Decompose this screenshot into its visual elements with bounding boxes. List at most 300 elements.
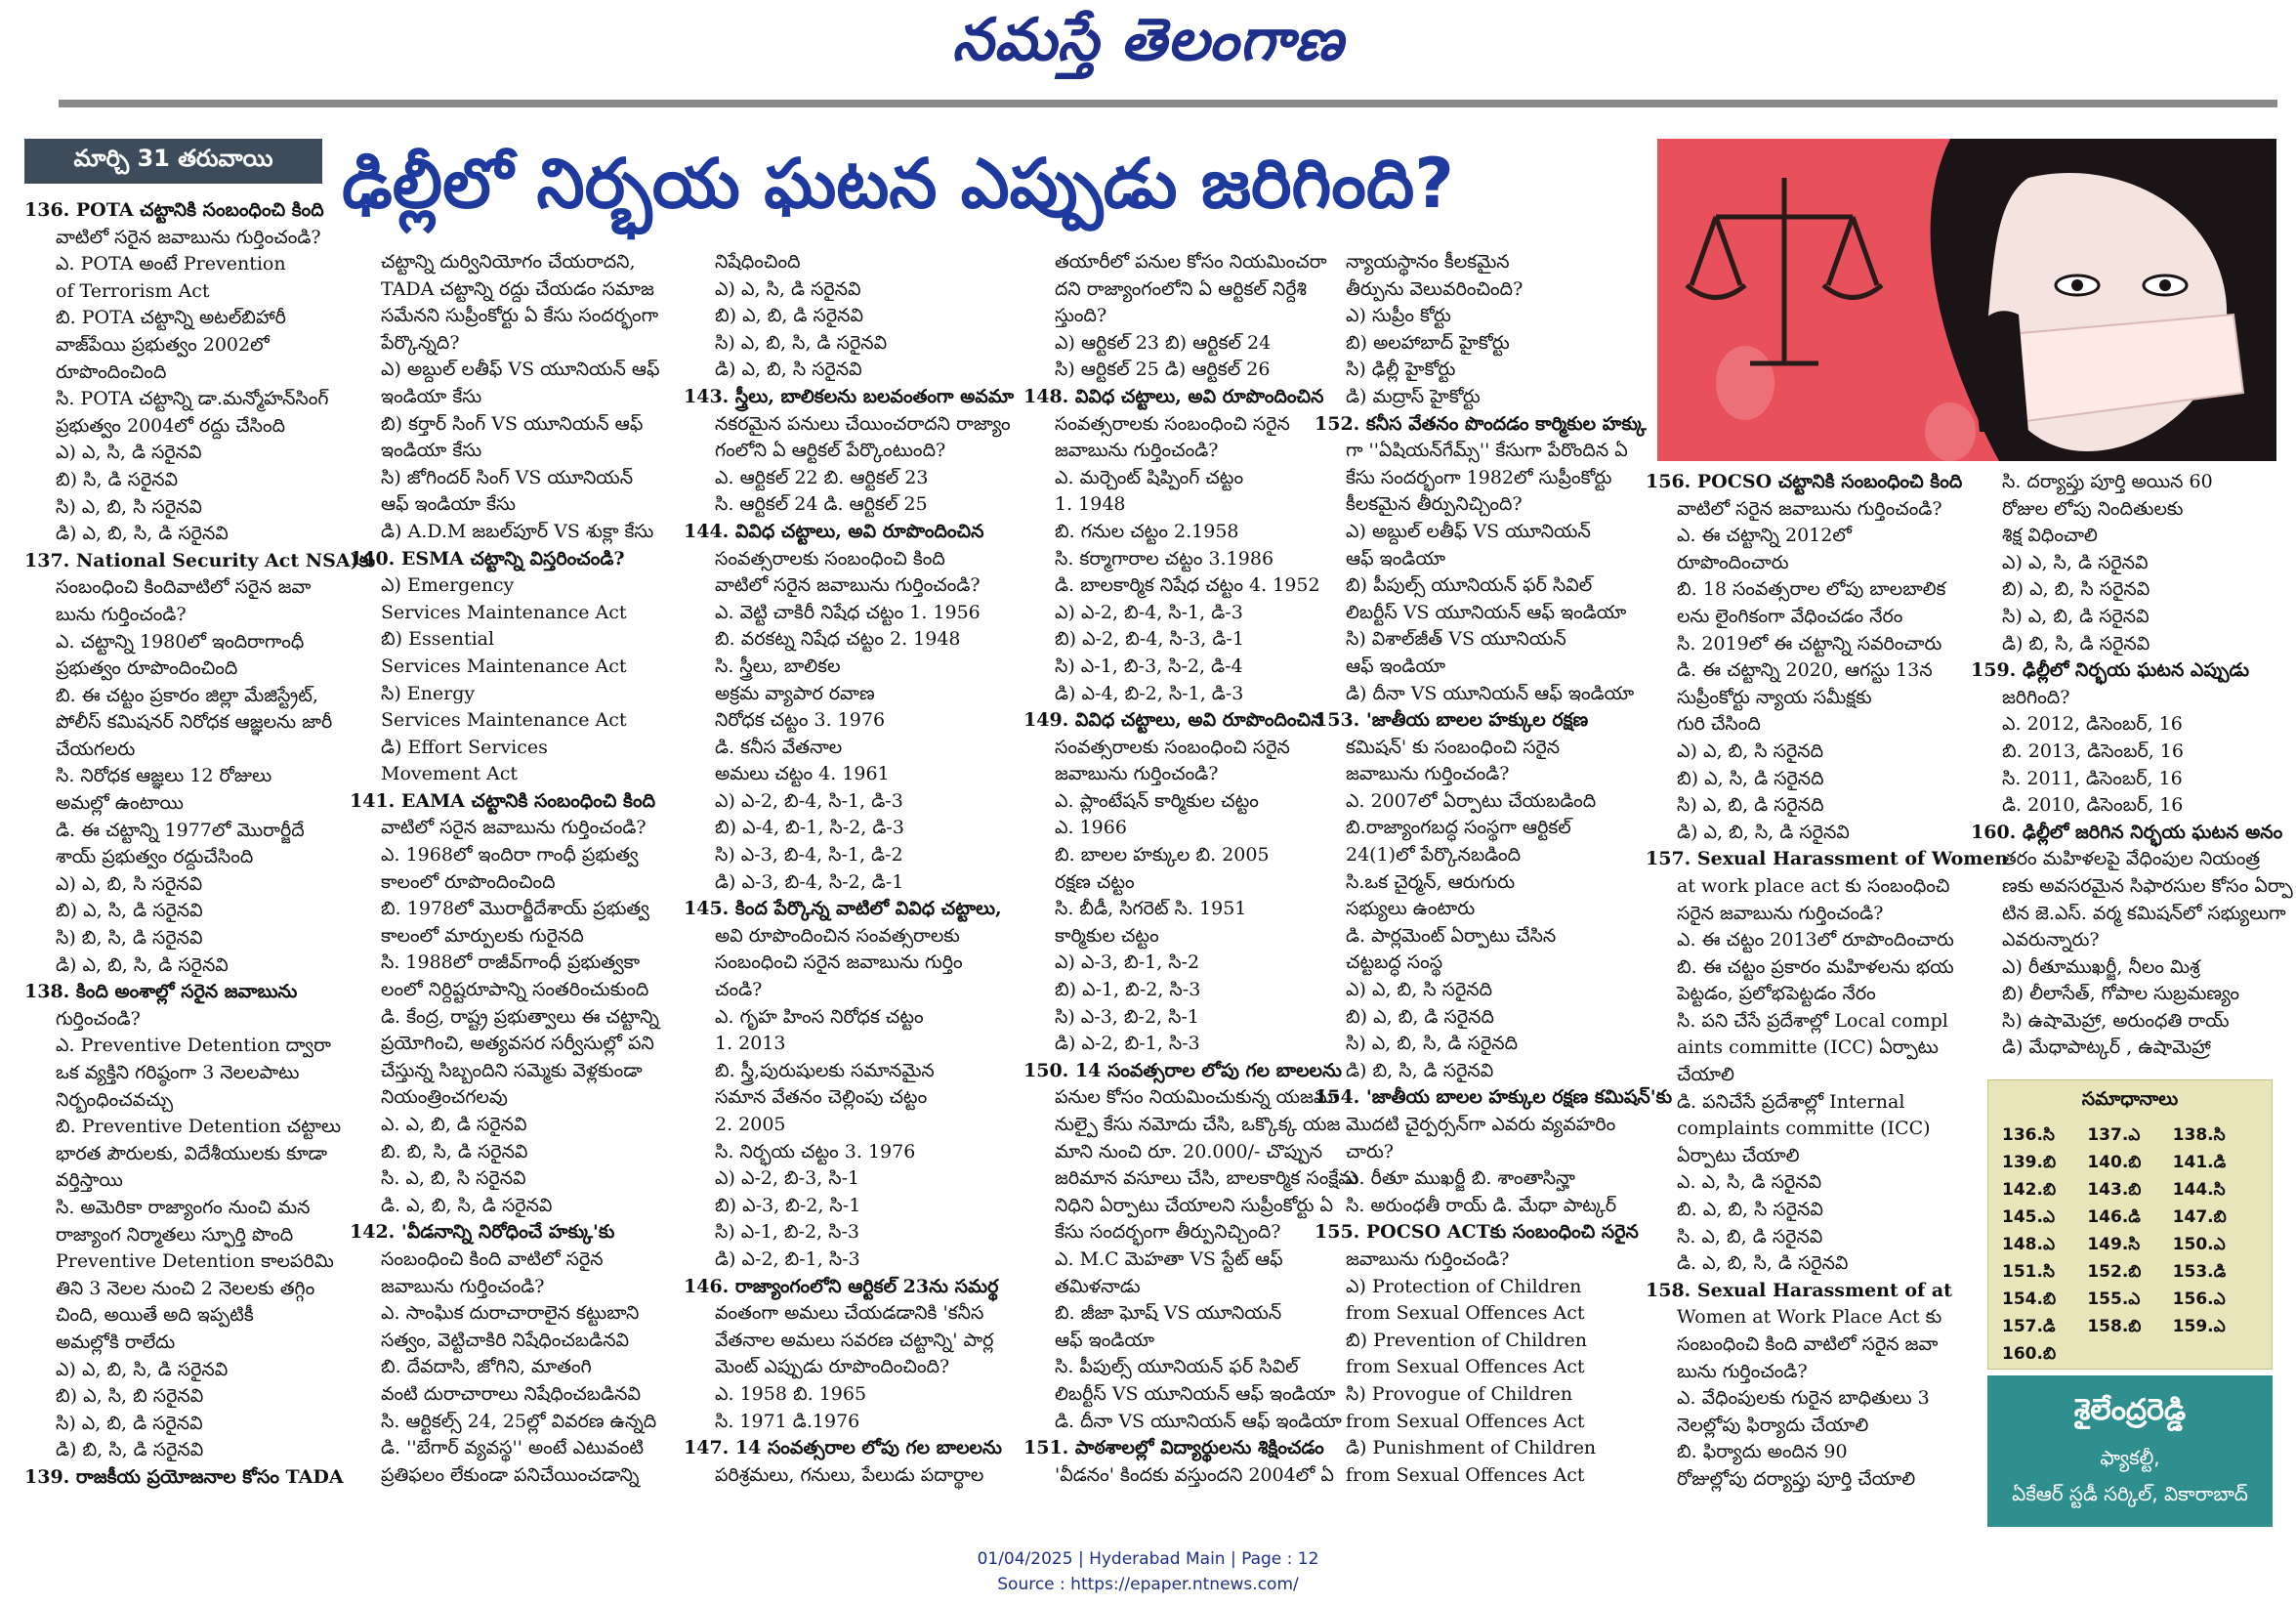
option-line: డి. కనీస వేతనాల: [715, 736, 843, 758]
text-line: జవాబును గుర్తించండి?: [1055, 763, 1219, 785]
option-line: బి) Prevention of Children: [1346, 1329, 1588, 1351]
text-line: తీర్పును వెలువరించింది?: [1346, 277, 1524, 300]
section-tag: మార్చి 31 తరువాయి: [24, 139, 322, 184]
answer-item: 154.బి: [2002, 1289, 2057, 1309]
text-line: తిని 3 నెలల నుంచి 2 నెలలకు తగ్గిం: [56, 1277, 315, 1299]
option-line: బి) లీలాసేత్, గోపాల సుబ్రమణ్యం: [2002, 983, 2240, 1005]
option-line: బి) Essential: [381, 628, 495, 651]
question-line: 147. 14 సంవత్సరాల లోపు గల బాలలను: [684, 1437, 1002, 1459]
option-line: బి) ఎ-2, బి-4, సి-3, డి-1: [1055, 628, 1244, 651]
question-line: 142. 'వీడనాన్ని నిరోధించే హక్కు'కు: [350, 1221, 615, 1244]
text-line: టిన జె.ఎస్. వర్మ కమిషన్‌లో సభ్యులుగా: [2002, 902, 2286, 924]
option-line: డి. కేంద్ర, రాష్ట్ర ప్రభుత్వాలు ఈ చట్టాన్ని: [381, 1005, 659, 1028]
text-line: రోజుల లోపు నిందితులకు: [2002, 497, 2184, 520]
question-line: 152. కనీస వేతనం పొందడం కార్మికుల హక్కు: [1315, 412, 1647, 435]
option-line: సి. 1988లో రాజీవ్‌గాంధీ ప్రభుత్వకా: [381, 951, 641, 974]
text-line: మొదటి చైర్పర్సన్‌గా ఎవరు వ్యవహరిం: [1346, 1114, 1616, 1135]
option-line: బి. Preventive Detention చట్టాలు: [56, 1116, 342, 1138]
option-line: ఎ) ఎ, బి, సి సరైనది: [1677, 740, 1824, 762]
footer-edition: 01/04/2025 | Hyderabad Main | Page : 12: [977, 1549, 1319, 1569]
text-line: of Terrorism Act: [56, 279, 210, 302]
text-line: నెలల్లోపు ఫిర్యాదు చేయాలి: [1677, 1414, 1869, 1436]
text-line: సమేనని సుప్రీంకోర్టు ఏ కేసు సందర్భంగా: [381, 305, 659, 327]
option-line: బి. దేవదాసి, జోగిని, మాతంగి: [381, 1356, 592, 1378]
option-line: ఎ. సాంఘిక దురాచారాలైన కట్టుబాని: [381, 1302, 640, 1325]
question-line: 145. కింద పేర్కొన్న వాటిలో వివిధ చట్టాలు,: [684, 898, 1002, 920]
text-line: సంబంధించి కిందివాటిలో సరైన జవా: [56, 576, 312, 599]
option-line: ఎ. 2007లో ఏర్పాటు చేయబడింది: [1346, 789, 1597, 812]
answer-item: 157.డి: [2002, 1317, 2056, 1336]
option-line: బి. ఫిర్యాదు అందిన 90: [1677, 1441, 1848, 1463]
option-line: సి) జోగిందర్ సింగ్ VS యూనియన్: [381, 466, 634, 488]
option-line: బి. 2013, డిసెంబర్, 16: [2002, 740, 2184, 762]
text-line: మాని నుంచి రూ. 20.000/- చొప్పున: [1055, 1140, 1323, 1162]
text-line: సంవత్సరాలకు సంబంధించి సరైన: [1055, 736, 1290, 758]
text-line: నిరోధక చట్టం 3. 1976: [715, 709, 886, 732]
option-line: ఎ. గృహ హింస నిరోధక చట్టం: [715, 1005, 924, 1028]
option-line: సి. అరుంధతీ రాయ్ డి. మేధా పాట్కర్: [1346, 1194, 1617, 1216]
option-line: బి) ఎ, బి, డి సరైనది: [1346, 1005, 1494, 1028]
option-line: బి) ఎ-4, బి-1, సి-2, డి-3: [715, 817, 904, 839]
option-line: సి) ఎ, బి, డి సరైనది: [1677, 794, 1824, 817]
text-line: నియంత్రించగలవు: [381, 1086, 508, 1109]
text-line: జరిమాన వసూలు చేసి, బాలకార్మిక సంక్షేమ: [1055, 1167, 1358, 1190]
option-line: ఎ. వేధింపులకు గురైన బాధితులు 3: [1677, 1387, 1930, 1410]
option-line: ఎ. POTA అంటే Prevention: [56, 253, 286, 275]
option-line: డి. పార్లమెంట్ ఏర్పాటు చేసిన: [1346, 924, 1557, 947]
option-line: బి) సి, డి సరైనవి: [56, 468, 179, 490]
option-line: సి) బి, సి, డి సరైనవి: [56, 927, 203, 950]
question-line: 157. Sexual Harassment of Women: [1646, 848, 2009, 870]
question-column-3: [684, 249, 1015, 1506]
answer-item: 140.బి: [2087, 1153, 2142, 1172]
option-line: ఎ. 1958 బి. 1965: [715, 1382, 867, 1405]
option-line: ఎ) Protection of Children: [1346, 1275, 1582, 1297]
text-line: రూపొందించారు: [1677, 551, 1789, 573]
option-line: సి. స్త్రీలు, బాలికల: [715, 655, 841, 677]
option-line: బి) ఎ, బి, సి సరైనవి: [2002, 578, 2150, 601]
text-line: చట్టబద్ధ సంస్థ: [1346, 951, 1443, 974]
option-line: సి. ఆర్టికల్స్ 24, 25ల్లో వివరణ ఉన్నది: [381, 1410, 657, 1432]
text-line: సత్వం, వెట్టిచాకిరి నిషేధించబడినవి: [381, 1329, 630, 1351]
text-line: సంవత్సరాలకు సంబంధించి సరైన: [1055, 412, 1290, 435]
text-line: చేయాలి: [1677, 1064, 1734, 1086]
option-line: సి) ఎ-3, బి-4, సి-1, డి-2: [715, 844, 903, 866]
option-line: ఎ) ఎ, సి, డి సరైనవి: [2002, 551, 2149, 573]
question-line: 148. వివిధ చట్టాలు, అవి రూపొందించిన: [1023, 385, 1324, 407]
text-line: కీలకమైన తీర్పునిచ్చింది?: [1346, 493, 1523, 516]
option-line: సి. 2019లో ఈ చట్టాన్ని సవరించారు: [1677, 632, 1942, 655]
text-line: Services Maintenance Act: [381, 601, 627, 623]
text-line: శాయ్ ప్రభుత్వం రద్దుచేసింది: [56, 846, 254, 868]
option-line: బి) అలహాబాద్ హైకోర్టు: [1346, 331, 1510, 354]
text-line: మెంట్ ఎప్పుడు రూపొందించింది?: [715, 1356, 950, 1378]
option-line: డి. ఈ చట్టాన్ని 1977లో మొరార్జీదే: [56, 819, 305, 841]
option-line: డి) దీనా VS యూనియన్ ఆఫ్ ఇండియా: [1346, 682, 1635, 704]
option-line: బి. ఈ చట్టం ప్రకారం జిల్లా మేజిస్ట్రేట్,: [56, 684, 318, 706]
option-line: సి) ఎ, బి, సి సరైనవి: [56, 495, 202, 518]
question-line: 156. POCSO చట్టానికి సంబంధించి కింది: [1646, 471, 1963, 492]
option-line: ఎ. ఈ చట్టం 2013లో రూపొందించారు: [1677, 929, 1954, 951]
option-line: డి) బి, సి, డి సరైనవి: [1346, 1059, 1494, 1081]
text-line: ఇండియా కేసు: [381, 440, 482, 462]
option-line: డి) మేధాపాట్కర్ , ఉషామెహ్రా: [2002, 1036, 2211, 1059]
footer-source: Source : https://epaper.ntnews.com/: [997, 1575, 1299, 1594]
text-line: సమాన వేతనం చెల్లింపు చట్టం: [715, 1086, 928, 1109]
answer-item: 150.ఎ: [2172, 1235, 2226, 1254]
masthead-title: నమస్తే తెలంగాణ: [951, 5, 1345, 74]
text-line: చింది, అయితే అది ఇప్పటికీ: [56, 1304, 254, 1327]
option-line: సి. POTA చట్టాన్ని డా.మన్మోహన్‌సింగ్: [56, 388, 329, 410]
option-line: సి. ఎ, బి, డి సరైనవి: [1677, 1225, 1823, 1247]
answer-item: 145.ఎ: [2002, 1207, 2056, 1227]
text-line: వాజ్‌పేయి ప్రభుత్వం 2002లో: [56, 333, 270, 356]
option-line: ఎ. ఆర్టికల్ 22 బి. ఆర్టికల్ 23: [715, 466, 929, 488]
article-illustration: [1657, 139, 2276, 461]
option-line: సి) ఎ-1, బి-3, సి-2, డి-4: [1055, 655, 1243, 677]
text-line: ప్రభుత్వం 2004లో రద్దు చేసింది: [56, 414, 286, 437]
text-line: కమిషన్' కు సంబంధించి సరైన: [1346, 736, 1561, 758]
option-line: సి) ఎ, బి, డి సరైనవి: [56, 1412, 203, 1434]
text-line: ణకు అవసరమైన సిఫారసుల కోసం ఏర్పా: [2002, 874, 2293, 897]
option-line: బి. ఎ, బి, సి సరైనవి: [1677, 1199, 1823, 1221]
text-line: సంబంధించి కింది వాటిలో సరైన జవా: [1677, 1333, 1939, 1355]
option-line: డి) A.D.M జబల్‌పూర్ VS శుక్లా కేసు: [381, 520, 654, 542]
option-line: సి.ఒక చైర్మన్, ఆరుగురు: [1346, 870, 1516, 893]
question-line: 143. స్త్రీలు, బాలికలను బలవంతంగా అవమా: [684, 385, 1015, 407]
option-line: సి. 1971 డి.1976: [715, 1410, 860, 1432]
text-line: వాటిలో సరైన జవాబును గుర్తించండి?: [56, 226, 321, 248]
text-line: సుప్రీంకోర్టు న్యాయ సమీక్షకు: [1677, 686, 1872, 708]
option-line: ఎ. ఎ, సి, డి సరైనవి: [1677, 1171, 1822, 1194]
answers-title: సమాధానాలు: [2081, 1088, 2179, 1110]
option-line: బి. వరకట్న నిషేధ చట్టం 2. 1948: [715, 628, 961, 651]
text-line: నిషేధించింది: [715, 251, 801, 273]
option-line: సి. 2011, డిసెంబర్, 16: [2002, 767, 2183, 789]
question-column-7: [1971, 469, 2293, 1075]
question-line: 149. వివిధ చట్టాలు, అవి రూపొందించిన: [1023, 709, 1324, 732]
text-line: జవాబును గుర్తించండి?: [1346, 1247, 1510, 1270]
answer-item: 159.ఎ: [2172, 1317, 2226, 1336]
option-line: సి. నిరోధక ఆజ్ఞలు 12 రోజులు: [56, 765, 272, 787]
text-line: 1. 1948: [1055, 493, 1126, 516]
answer-item: 139.బి: [2002, 1153, 2057, 1172]
option-line: సి. అమెరికా రాజ్యాంగం నుంచి మన: [56, 1196, 311, 1218]
option-line: ఎ. 2012, డిసెంబర్, 16: [2002, 713, 2183, 736]
answer-item: 136.సి: [2002, 1125, 2055, 1145]
question-line: 155. POCSO ACTకు సంబంధించి సరైన: [1315, 1221, 1639, 1244]
option-line: సి) ఢిల్లీ హైకోర్టు: [1346, 359, 1456, 381]
option-line: డి. ఈ చట్టాన్ని 2020, ఆగస్టు 13న: [1677, 659, 1933, 682]
text-line: పరిశ్రమలు, గనులు, పేలుడు పదార్థాల: [715, 1463, 984, 1486]
option-line: ఎ. Preventive Detention ద్వారా: [56, 1035, 331, 1057]
text-line: 1. 2013: [715, 1033, 786, 1055]
option-line: బి) ఎ-3, బి-2, సి-1: [715, 1194, 861, 1216]
text-line: రక్షణ చట్టం: [1055, 870, 1135, 893]
option-line: బి) కర్తార్ సింగ్ VS యూనియన్ ఆఫ్: [381, 412, 644, 435]
illustration-svg: [1657, 139, 2276, 461]
text-line: చేయగలరు: [56, 738, 136, 760]
text-line: 'వీడనం' కిందకు వస్తుందని 2004లో ఏ: [1055, 1463, 1334, 1486]
text-line: పోలీస్ కమిషనర్ నిరోధక ఆజ్ఞలను జారీ: [56, 711, 333, 734]
text-line: నుల్పై కేసు నమోదు చేసి, ఒక్కొక్క యజ: [1055, 1114, 1341, 1135]
option-line: ఎ) ఆర్టికల్ 23 బి) ఆర్టికల్ 24: [1055, 331, 1272, 354]
option-line: డి) మద్రాస్ హైకోర్టు: [1346, 385, 1481, 407]
option-line: బి. ఈ చట్టం ప్రకారం మహిళలను భయ: [1677, 955, 1954, 978]
option-line: సి) ఎ, బి, డి సరైనవి: [2002, 605, 2150, 627]
question-line: 150. 14 సంవత్సరాల లోపు గల బాలలను: [1023, 1059, 1342, 1081]
option-line: ఎ) ఎ, సి, డి సరైనవి: [715, 277, 861, 300]
answer-item: 138.సి: [2172, 1125, 2226, 1145]
text-line: శిక్ష విధించాలి: [2002, 525, 2098, 547]
answer-item: 147.బి: [2172, 1207, 2227, 1227]
text-line: న్యాయస్థానం కీలకమైన: [1346, 251, 1510, 273]
option-line: ఎ) సుప్రీం కోర్టు: [1346, 305, 1451, 327]
option-line: ఎ. చట్టాన్ని 1980లో ఇందిరాగాంధీ: [56, 630, 305, 653]
text-line: ప్రయోగించి, అత్యవసర సర్వీసుల్లో పని: [381, 1033, 654, 1055]
text-line: ఒక వ్యక్తిని గరిష్ఠంగా 3 నెలలపాటు: [56, 1062, 300, 1083]
text-line: complaints committe (ICC): [1677, 1118, 1931, 1140]
author-box: [1987, 1375, 2273, 1527]
text-line: ఆఫ్ ఇండియా: [1346, 547, 1446, 570]
option-line: ఎ) Emergency: [381, 574, 515, 597]
option-line: బి. బాలల హక్కుల బి. 2005: [1055, 844, 1270, 866]
text-line: కేసు సందర్భంగా 1982లో సుప్రీంకోర్టు: [1346, 466, 1612, 488]
option-line: డి) ఎ, బి, సి, డి సరైనవి: [1677, 821, 1850, 843]
option-line: డి) ఎ, బి, సి సరైనవి: [715, 359, 862, 381]
option-line: డి) Effort Services: [381, 736, 548, 758]
option-line: ఎ. M.C మెహతా VS స్టేట్ ఆఫ్: [1055, 1247, 1283, 1270]
text-line: చండి?: [715, 979, 763, 1001]
question-column-6: [1646, 469, 2009, 1506]
question-line: 138. కింది అంశాల్లో సరైన జవాబును: [24, 981, 298, 1003]
question-line: 136. POTA చట్టానికి సంబంధించి కింది: [24, 199, 324, 221]
headline: ఢిల్లీలో నిర్భయ ఘటన ఎప్పుడు జరిగింది?: [342, 144, 1454, 224]
option-line: ఎ) ఎ, బి, సి సరైనది: [1346, 979, 1493, 1001]
text-line: అక్రమ వ్యాపార రవాణ: [715, 682, 875, 704]
option-line: బి. 18 సంవత్సరాల లోపు బాలబాలిక: [1677, 578, 1946, 601]
question-column-5: [1315, 249, 1673, 1506]
text-line: దని రాజ్యాంగంలోని ఏ ఆర్టికల్ నిర్దేశి: [1055, 277, 1308, 300]
option-line: సి) ఎ-1, బి-2, సి-3: [715, 1221, 859, 1244]
text-line: రాజ్యాంగ నిర్మాతలు స్ఫూర్తి పొంది: [56, 1223, 294, 1246]
answers-grid: [1988, 1123, 2272, 1366]
text-line: లిబర్టీస్ VS యూనియన్ ఆఫ్ ఇండియా: [1055, 1382, 1336, 1405]
option-line: సి. పని చేసే ప్రదేశాల్లో Local compl: [1677, 1009, 1948, 1032]
text-line: ప్రభుత్వం రూపొందించింది: [56, 657, 238, 680]
text-line: ఇండియా కేసు: [381, 385, 482, 407]
question-line: 141. EAMA చట్టానికి సంబంధించి కింది: [350, 789, 656, 812]
text-line: ఆఫ్ ఇండియా: [1055, 1329, 1155, 1351]
answer-item: 142.బి: [2002, 1180, 2057, 1200]
option-line: ఎ) ఎ-2, బి-3, సి-1: [715, 1167, 860, 1190]
option-line: ఎ) అబ్దుల్ లతీఫ్ VS యూనియన్: [1346, 520, 1591, 542]
option-line: సి. నిర్భయ చట్టం 3. 1976: [715, 1140, 916, 1162]
text-line: జవాబును గుర్తించండి?: [1055, 440, 1219, 462]
option-line: బి.రాజ్యాంగబద్ధ సంస్థగా ఆర్టికల్: [1346, 817, 1571, 839]
option-line: డి) ఎ, బి, సి, డి సరైనవి: [56, 953, 229, 976]
text-line: నిధిని ఏర్పాటు చేయాలని సుప్రీంకోర్టు ఏ: [1055, 1194, 1334, 1216]
option-line: ఎ) ఎ-2, బి-4, సి-1, డి-3: [1055, 601, 1243, 623]
option-line: బి. POTA చట్టాన్ని అటల్‌బిహారీ: [56, 307, 286, 329]
text-line: ప్రతిఫలం లేకుండా పనిచేయించడాన్ని: [381, 1463, 640, 1486]
answer-item: 156.ఎ: [2172, 1289, 2226, 1309]
question-column-1: [24, 197, 376, 1506]
option-line: డి. పనిచేసే ప్రదేశాల్లో Internal: [1677, 1090, 1905, 1113]
answer-item: 152.బి: [2087, 1262, 2142, 1282]
option-line: ఎ. మర్చెంట్ షిప్పింగ్ చట్టం: [1055, 466, 1244, 488]
text-line: అమలు చట్టం 4. 1961: [715, 763, 890, 785]
option-line: ఎ) ఎ-3, బి-1, సి-2: [1055, 951, 1200, 974]
option-line: ఎ. ప్లాంటేషన్ కార్మికుల చట్టం: [1055, 789, 1259, 812]
text-line: వేతనాల అమలు సవరణ చట్టాన్ని' పార్ల: [715, 1329, 994, 1351]
answer-item: 160.బి: [2002, 1344, 2057, 1364]
top-divider: [59, 100, 2277, 107]
answer-item: 137.ఎ: [2087, 1125, 2141, 1145]
text-line: లిబర్టీస్ VS యూనియన్ ఆఫ్ ఇండియా: [1346, 601, 1627, 623]
option-line: సి) Energy: [381, 682, 476, 704]
option-line: ఎ. 1968లో ఇందిరా గాంధీ ప్రభుత్వ: [381, 844, 639, 866]
option-line: సి. కర్మాగారాల చట్టం 3.1986: [1055, 547, 1274, 570]
text-line: బును గుర్తించండి?: [56, 603, 187, 625]
text-line: పేర్కొన్నది?: [381, 331, 460, 354]
option-line: సి. ఎ, బి, సి సరైనవి: [381, 1167, 526, 1190]
option-line: డి. బాలకార్మిక నిషేధ చట్టం 4. 1952: [1055, 574, 1320, 597]
text-line: అవి రూపొందించిన సంవత్సరాలకు: [715, 924, 960, 947]
text-line: స్తుంది?: [1055, 305, 1107, 327]
text-line: తరం మహిళలపై వేధింపుల నియంత్ర: [2002, 848, 2261, 870]
text-line: కాలంలో రూపొందించింది: [381, 870, 556, 893]
text-line: 24(1)లో పేర్కొనబడింది: [1346, 844, 1522, 866]
text-line: గంలోని ఏ ఆర్టికల్ పేర్కొంటుంది?: [715, 440, 946, 462]
text-line: ఎవరున్నారు?: [2002, 929, 2100, 951]
option-line: ఎ) అబ్దుల్ లతీఫ్ VS యూనియన్ ఆఫ్: [381, 359, 660, 381]
question-line: 140. ESMA చట్టాన్ని విస్తరించండి?: [350, 547, 625, 570]
text-line: Preventive Detention కాలపరిమి: [56, 1250, 334, 1273]
text-line: from Sexual Offences Act: [1346, 1356, 1585, 1378]
option-line: సి) Provogue of Children: [1346, 1382, 1573, 1405]
answer-item: 144.సి: [2172, 1180, 2226, 1200]
option-line: ఎ) ఎ, సి, డి సరైనవి: [56, 442, 202, 464]
text-line: TADA చట్టాన్ని రద్దు చేయడం సమాజ: [381, 277, 654, 300]
text-line: గురి చేసింది: [1677, 713, 1761, 736]
option-line: డి. 2010, డిసెంబర్, 16: [2002, 794, 2184, 817]
text-line: చారు?: [1346, 1140, 1394, 1162]
text-line: లంలో నిర్దిష్టరూపాన్ని సంతరించుకుంది: [381, 979, 649, 1001]
option-line: బి. బి, సి, డి సరైనవి: [381, 1140, 528, 1162]
question-line: 153. 'జాతీయ బాలల హక్కుల రక్షణ: [1315, 709, 1589, 732]
text-line: at work place act కు సంబంధించి: [1677, 874, 1950, 897]
option-line: బి) ఎ, సి, డి సరైనవి: [56, 900, 203, 922]
option-line: డి) ఎ, బి, సి, డి సరైనవి: [56, 523, 229, 545]
option-line: సి) ఉషామెహ్రా, అరుంధతి రాయ్: [2002, 1009, 2230, 1032]
option-line: డి) ఎ-3, బి-4, సి-2, డి-1: [715, 870, 904, 893]
text-line: జరిగింది?: [2002, 686, 2070, 708]
text-line: సంబంధించి సరైన జవాబును గుర్తిం: [715, 951, 963, 974]
option-line: బి. స్త్రీ,పురుషులకు సమానమైన: [715, 1059, 935, 1081]
question-line: 151. పాఠశాలల్లో విద్యార్థులను శిక్షించడం: [1023, 1437, 1324, 1459]
question-column-2: [350, 249, 674, 1506]
text-line: వాటిలో సరైన జవాబును గుర్తించండి?: [1677, 497, 1942, 520]
option-line: డి) బి, సి, డి సరైనవి: [56, 1439, 204, 1461]
text-line: నిర్బంధించవచ్చు: [56, 1088, 174, 1111]
text-line: అమల్లోకి రాలేదు: [56, 1331, 176, 1353]
option-line: డి) ఎ-4, బి-2, సి-1, డి-3: [1055, 682, 1244, 704]
text-line: సభ్యులు ఉంటారు: [1346, 898, 1476, 920]
text-line: వంటి దురాచారాలు నిషేధించబడినవి: [381, 1382, 642, 1405]
text-line: కాలంలో మార్పులకు గురైనది: [381, 924, 584, 947]
option-line: బి. జీజా ఘోష్ VS యూనియన్: [1055, 1302, 1282, 1325]
text-line: Women at Work Place Act కు: [1677, 1306, 1942, 1329]
option-line: డి) Punishment of Children: [1346, 1437, 1597, 1459]
text-line: Services Maintenance Act: [381, 655, 627, 677]
option-line: ఎ) ఎ, బి, సి సరైనవి: [56, 872, 203, 895]
text-line: from Sexual Offences Act: [1346, 1410, 1585, 1432]
answer-item: 151.సి: [2002, 1262, 2055, 1282]
option-line: సి. బీడీ, సిగరెట్ సి. 1951: [1055, 898, 1247, 920]
text-line: గా ''ఏషియన్‌గేమ్స్'' కేసుగా పేరొందిన ఏ: [1346, 440, 1628, 462]
answer-item: 141.డి: [2172, 1153, 2227, 1172]
option-line: డి) బి, సి, డి సరైనవి: [2002, 632, 2150, 655]
option-line: ఎ. రీతూ ముఖర్జీ బి. శాంతాసిన్హా: [1346, 1167, 1575, 1190]
answer-item: 148.ఎ: [2002, 1235, 2056, 1254]
text-line: from Sexual Offences Act: [1346, 1463, 1585, 1486]
option-line: ఎ) ఎ, బి, సి, డి సరైనవి: [56, 1358, 229, 1380]
option-line: డి. ఎ, బి, సి, డి సరైనవి: [381, 1194, 553, 1216]
text-line: పెట్టడం, ప్రలోభపెట్టడం నేరం: [1677, 983, 1876, 1005]
text-line: సరైన జవాబును గుర్తించండి?: [1677, 902, 1884, 924]
question-line: 146. రాజ్యాంగంలోని ఆర్టికల్ 23ను సమర్థ: [684, 1275, 999, 1297]
option-line: సి) ఆర్టికల్ 25 డి) ఆర్టికల్ 26: [1055, 359, 1271, 381]
option-line: ఎ. ఎ, బి, డి సరైనవి: [381, 1114, 527, 1135]
question-line: 137. National Security Act NSA)కు: [24, 549, 376, 571]
text-line: అమల్లో ఉంటాయి: [56, 792, 184, 815]
answer-item: 149.సి: [2087, 1235, 2141, 1254]
text-line: జవాబును గుర్తించండి?: [381, 1275, 545, 1297]
question-line: 158. Sexual Harassment of at: [1646, 1279, 1952, 1301]
author-role: ఫ్యాకల్టీ,: [2100, 1446, 2160, 1469]
text-line: aints committe (ICC) ఏర్పాటు: [1677, 1036, 1939, 1059]
option-line: బి) ఎ, సి, బి సరైనవి: [56, 1385, 204, 1408]
option-line: సి) ఎ, బి, సి, డి సరైనది: [1346, 1033, 1518, 1055]
text-line: చేస్తున్న సిబ్బందిని సమ్మెకు వెళ్లకుండా: [381, 1059, 643, 1081]
text-line: సంవత్సరాలకు సంబంధించి కింది: [715, 547, 945, 570]
option-line: సి) ఎ-3, బి-2, సి-1: [1055, 1005, 1199, 1028]
text-line: Movement Act: [381, 763, 519, 785]
answer-item: 153.డి: [2172, 1262, 2227, 1282]
option-line: బి. 1978లో మొరార్జీదేశాయ్ ప్రభుత్వ: [381, 898, 649, 920]
text-line: చట్టాన్ని దుర్వినియోగం చేయరాదని,: [381, 251, 636, 273]
text-line: కేసు సందర్భంగా తీర్పునిచ్చింది?: [1055, 1221, 1281, 1244]
text-line: భారత పౌరులకు, విదేశీయులకు కూడా: [56, 1142, 328, 1164]
text-line: Services Maintenance Act: [381, 709, 627, 732]
question-line: 139. రాజకీయ ప్రయోజనాల కోసం TADA: [24, 1465, 344, 1488]
answer-item: 158.బి: [2087, 1317, 2142, 1336]
option-line: ఎ) ఎ-2, బి-4, సి-1, డి-3: [715, 789, 903, 812]
text-line: రోజుల్లోపు దర్యాప్తు పూర్తి చేయాలి: [1677, 1467, 1916, 1490]
option-line: ఎ) రీతూముఖర్జీ, నీలం మిశ్ర: [2002, 955, 2200, 978]
text-line: జవాబును గుర్తించండి?: [1346, 763, 1510, 785]
text-line: తయారీలో పనుల కోసం నియమించరా: [1055, 251, 1327, 273]
text-line: కార్మికుల చట్టం: [1055, 924, 1159, 947]
text-line: బును గుర్తించండి?: [1677, 1360, 1808, 1382]
question-line: 159. ఢిల్లీలో నిర్భయ ఘటన ఎప్పుడు: [1971, 659, 2250, 682]
text-line: ఏర్పాటు చేయాలి: [1677, 1144, 1800, 1166]
answers-box: [1987, 1079, 2273, 1370]
text-line: from Sexual Offences Act: [1346, 1302, 1585, 1325]
text-line: 2. 2005: [715, 1114, 786, 1135]
option-line: డి) ఎ-2, బి-1, సి-3: [715, 1247, 860, 1270]
